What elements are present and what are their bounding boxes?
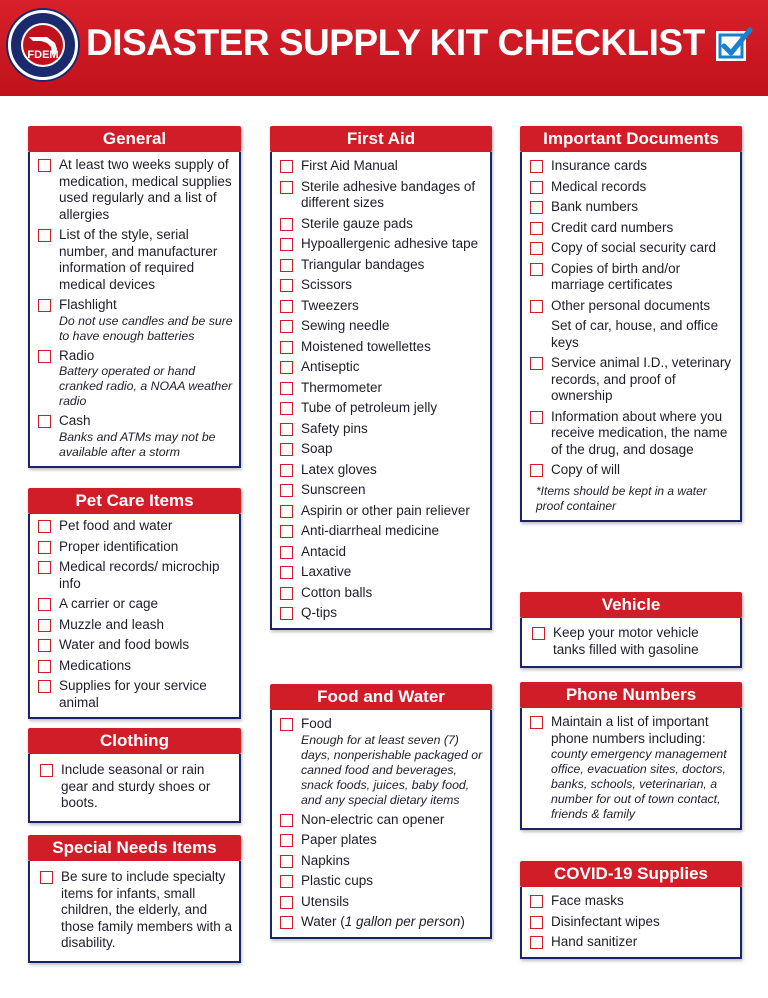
section-clothing bbox=[28, 728, 241, 823]
item-text: First Aid Manual bbox=[301, 158, 398, 173]
item-label bbox=[301, 585, 372, 602]
section-covid-supplies bbox=[520, 861, 742, 959]
item-label bbox=[551, 893, 624, 910]
item-label bbox=[551, 355, 734, 405]
item-label bbox=[301, 812, 444, 829]
section-food-water bbox=[270, 684, 492, 939]
seal-text: FDEM bbox=[27, 49, 59, 61]
checklist-item bbox=[280, 257, 484, 274]
item-text: Water ( bbox=[301, 914, 345, 929]
item-label bbox=[301, 894, 349, 911]
item-label bbox=[59, 539, 178, 556]
checklist-item bbox=[530, 409, 734, 459]
fdem-seal-logo bbox=[8, 10, 78, 80]
item-label bbox=[301, 158, 398, 175]
item-text: Safety pins bbox=[301, 420, 368, 436]
section-body bbox=[270, 710, 492, 939]
item-subtext: Banks and ATMs may not be available after a storm bbox=[59, 429, 216, 459]
checklist-item bbox=[38, 157, 233, 223]
checkbox[interactable] bbox=[280, 218, 293, 231]
item-text: Q-tips bbox=[301, 605, 338, 620]
checklist-item bbox=[530, 240, 734, 257]
item-text: Tweezers bbox=[301, 297, 359, 313]
checklist-item bbox=[38, 413, 233, 460]
checklist-item bbox=[280, 544, 484, 561]
checklist-item bbox=[280, 421, 484, 438]
section-body bbox=[28, 754, 241, 823]
item-label bbox=[301, 441, 333, 458]
checklist-item bbox=[280, 523, 484, 540]
item-text: Copies of birth and/or marriage certificates bbox=[551, 260, 681, 292]
item-text: Hypoallergenic adhesive tape bbox=[301, 236, 479, 251]
item-label bbox=[301, 564, 351, 581]
checkbox[interactable] bbox=[280, 464, 293, 477]
checkbox[interactable] bbox=[530, 895, 543, 908]
item-label bbox=[301, 873, 373, 890]
item-label bbox=[551, 261, 734, 294]
item-text: Anti-diarrheal medicine bbox=[301, 523, 440, 538]
item-label bbox=[301, 179, 484, 212]
checkbox[interactable] bbox=[38, 639, 51, 652]
section-heading: Phone Numbers bbox=[520, 682, 742, 708]
item-text: Pet food and water bbox=[59, 518, 173, 533]
checklist-item bbox=[38, 617, 233, 634]
checklist-item bbox=[530, 714, 734, 822]
checklist-item bbox=[280, 400, 484, 417]
section-body bbox=[520, 618, 742, 668]
section-phone-numbers bbox=[520, 682, 742, 830]
item-label bbox=[301, 257, 424, 274]
checkbox[interactable] bbox=[38, 159, 51, 172]
item-label bbox=[61, 762, 233, 812]
checkbox[interactable] bbox=[38, 660, 51, 673]
checkbox[interactable] bbox=[530, 357, 543, 370]
item-text: Information about where you receive medication, the name of the drug, and dosage bbox=[551, 408, 728, 457]
checklist-item bbox=[280, 503, 484, 520]
item-label bbox=[301, 298, 359, 315]
item-label bbox=[301, 277, 352, 294]
item-label bbox=[301, 236, 478, 253]
item-text: Flashlight bbox=[59, 297, 117, 312]
checklist-item bbox=[530, 355, 734, 405]
item-text: Medical records/ microchip info bbox=[59, 559, 220, 591]
checklist-item bbox=[530, 220, 734, 237]
item-text-tail: ) bbox=[460, 914, 465, 929]
checkbox-check-icon bbox=[714, 26, 754, 66]
checkbox[interactable] bbox=[530, 916, 543, 929]
checklist-item bbox=[280, 585, 484, 602]
checklist-item bbox=[38, 518, 233, 535]
section-heading: Special Needs Items bbox=[28, 835, 241, 861]
item-text: Antacid bbox=[301, 543, 347, 559]
item-label bbox=[301, 216, 413, 233]
item-text: Supplies for your service animal bbox=[59, 678, 207, 710]
checkbox[interactable] bbox=[280, 916, 293, 929]
checklist-item bbox=[38, 596, 233, 613]
checklist-item bbox=[38, 658, 233, 675]
checklist-item bbox=[280, 179, 484, 212]
checkbox[interactable] bbox=[280, 320, 293, 333]
item-label bbox=[301, 482, 366, 499]
item-text: Proper identification bbox=[59, 538, 179, 554]
checkbox[interactable] bbox=[530, 411, 543, 424]
item-label bbox=[301, 318, 390, 335]
item-label bbox=[301, 914, 465, 931]
checklist-item bbox=[280, 359, 484, 376]
checklist-item bbox=[40, 869, 233, 952]
checkbox[interactable] bbox=[280, 896, 293, 909]
checklist-item bbox=[280, 716, 484, 808]
checkbox[interactable] bbox=[530, 263, 543, 276]
section-heading: Pet Care Items bbox=[28, 488, 241, 514]
item-text: Cotton balls bbox=[301, 584, 373, 600]
item-text: Tube of petroleum jelly bbox=[301, 400, 438, 415]
item-text: Credit card numbers bbox=[551, 219, 674, 235]
item-text: Plastic cups bbox=[301, 873, 374, 888]
page-title: DISASTER SUPPLY KIT CHECKLIST bbox=[86, 22, 705, 63]
checkbox[interactable] bbox=[280, 160, 293, 173]
checklist-item bbox=[38, 678, 233, 711]
item-label bbox=[551, 914, 660, 931]
checklist-item bbox=[280, 564, 484, 581]
item-label bbox=[551, 158, 647, 175]
item-label bbox=[59, 559, 233, 592]
checkbox[interactable] bbox=[280, 341, 293, 354]
item-label bbox=[59, 678, 233, 711]
item-label bbox=[301, 400, 437, 417]
checkbox[interactable] bbox=[38, 229, 51, 242]
item-text: Cash bbox=[59, 413, 91, 428]
item-label bbox=[551, 462, 620, 479]
checkbox[interactable] bbox=[280, 607, 293, 620]
checkbox[interactable] bbox=[530, 300, 543, 313]
item-text: Face masks bbox=[551, 893, 624, 908]
item-label bbox=[59, 297, 233, 344]
section-body bbox=[520, 708, 742, 830]
checkbox[interactable] bbox=[280, 238, 293, 251]
item-label bbox=[59, 227, 233, 293]
checklist-item bbox=[280, 441, 484, 458]
checkbox[interactable] bbox=[38, 680, 51, 693]
checklist-item bbox=[280, 158, 484, 175]
checklist-item bbox=[38, 227, 233, 293]
checkbox[interactable] bbox=[38, 350, 51, 363]
item-label bbox=[59, 348, 233, 410]
section-body bbox=[520, 152, 742, 522]
checklist-item bbox=[280, 894, 484, 911]
item-text: Non-electric can opener bbox=[301, 811, 445, 827]
checkbox[interactable] bbox=[280, 484, 293, 497]
item-text: Be sure to include specialty items for infants, small children, the elderly, and those family members with a disability. bbox=[61, 869, 233, 950]
item-text: Soap bbox=[301, 441, 333, 456]
checkbox[interactable] bbox=[530, 222, 543, 235]
checklist-item bbox=[38, 559, 233, 592]
item-text: Maintain a list of important phone numbers including: bbox=[551, 714, 709, 746]
item-label bbox=[59, 157, 233, 223]
checkbox[interactable] bbox=[280, 259, 293, 272]
checkbox[interactable] bbox=[38, 299, 51, 312]
checkbox[interactable] bbox=[38, 541, 51, 554]
checkbox[interactable] bbox=[530, 464, 543, 477]
item-text: Sterile gauze pads bbox=[301, 215, 413, 231]
item-label bbox=[551, 179, 646, 196]
checklist-item bbox=[280, 853, 484, 870]
item-text: Latex gloves bbox=[301, 461, 377, 477]
item-label bbox=[301, 503, 470, 520]
checkbox[interactable] bbox=[532, 627, 545, 640]
checkbox[interactable] bbox=[280, 279, 293, 292]
checklist-item bbox=[38, 297, 233, 344]
item-label bbox=[551, 240, 716, 257]
item-text: Food bbox=[301, 716, 332, 731]
checklist-item bbox=[530, 893, 734, 910]
item-subtext: county emergency management office, evacuation sites, doctors, banks, schools, veterinarian, a number for out of town contact, friends & family bbox=[551, 747, 727, 821]
checkbox[interactable] bbox=[530, 242, 543, 255]
item-label bbox=[59, 617, 164, 634]
item-label bbox=[551, 298, 710, 315]
item-label bbox=[301, 716, 484, 808]
checklist-item bbox=[280, 605, 484, 622]
item-text: Utensils bbox=[301, 893, 350, 909]
checklist-item bbox=[530, 261, 734, 294]
section-heading: COVID-19 Supplies bbox=[520, 861, 742, 887]
section-first-aid bbox=[270, 126, 492, 630]
checkbox[interactable] bbox=[280, 505, 293, 518]
item-subtext: Battery operated or hand cranked radio, a NOAA weather radio bbox=[59, 364, 233, 408]
checklist-item bbox=[280, 318, 484, 335]
documents-note: *Items should be kept in a water proof container bbox=[536, 483, 707, 513]
checkbox[interactable] bbox=[280, 443, 293, 456]
item-label bbox=[551, 409, 734, 459]
checklist-item bbox=[530, 914, 734, 931]
item-text: Laxative bbox=[301, 564, 352, 579]
item-text: Insurance cards bbox=[551, 158, 648, 173]
item-text: Hand sanitizer bbox=[551, 934, 638, 949]
item-text: Scissors bbox=[301, 277, 353, 292]
checkbox[interactable] bbox=[280, 718, 293, 731]
item-label bbox=[301, 544, 346, 561]
checkbox[interactable] bbox=[280, 525, 293, 538]
item-label bbox=[551, 934, 637, 951]
section-heading: First Aid bbox=[270, 126, 492, 152]
item-label bbox=[301, 380, 382, 397]
checklist-item bbox=[530, 179, 734, 196]
item-text: A carrier or cage bbox=[59, 596, 159, 611]
section-pet-care bbox=[28, 488, 241, 719]
item-text: Moistened towellettes bbox=[301, 338, 431, 354]
item-label bbox=[301, 339, 431, 356]
item-text: At least two weeks supply of medication, medical supplies used regularly and a list of allergies bbox=[59, 157, 232, 222]
item-text: Triangular bandages bbox=[301, 256, 425, 272]
item-label bbox=[59, 518, 172, 535]
checklist-item bbox=[38, 348, 233, 410]
checkbox[interactable] bbox=[40, 871, 53, 884]
section-heading: Food and Water bbox=[270, 684, 492, 710]
item-text: Copy of social security card bbox=[551, 240, 717, 255]
checklist-item bbox=[38, 539, 233, 556]
item-label bbox=[59, 596, 158, 613]
checkbox[interactable] bbox=[280, 587, 293, 600]
checkbox[interactable] bbox=[40, 764, 53, 777]
checklist-item bbox=[280, 832, 484, 849]
checkbox[interactable] bbox=[280, 300, 293, 313]
checkbox[interactable] bbox=[38, 619, 51, 632]
section-body bbox=[520, 887, 742, 959]
item-subtext: Do not use candles and be sure to have enough batteries bbox=[59, 313, 233, 343]
section-special-needs bbox=[28, 835, 241, 963]
checklist-item bbox=[280, 216, 484, 233]
item-label bbox=[59, 658, 131, 675]
checklist-item bbox=[280, 812, 484, 829]
checklist-item bbox=[530, 298, 734, 315]
checklist-item bbox=[38, 637, 233, 654]
checkbox[interactable] bbox=[280, 181, 293, 194]
item-text: Other personal documents bbox=[551, 297, 711, 313]
item-text: Copy of will bbox=[551, 462, 621, 477]
item-text: Sewing needle bbox=[301, 318, 390, 333]
checklist-item bbox=[40, 762, 233, 812]
checkbox[interactable] bbox=[530, 716, 543, 729]
item-label bbox=[301, 359, 360, 376]
section-body bbox=[28, 514, 241, 719]
item-label bbox=[551, 220, 673, 237]
checkbox[interactable] bbox=[38, 598, 51, 611]
checklist-item bbox=[280, 236, 484, 253]
checkbox[interactable] bbox=[530, 181, 543, 194]
checkbox[interactable] bbox=[280, 361, 293, 374]
checkbox[interactable] bbox=[280, 402, 293, 415]
checkbox[interactable] bbox=[530, 201, 543, 214]
item-label bbox=[59, 413, 233, 460]
checklist-item bbox=[280, 380, 484, 397]
item-label bbox=[301, 462, 377, 479]
item-text: Water and food bowls bbox=[59, 637, 190, 652]
section-body bbox=[28, 861, 241, 963]
item-text: Medical records bbox=[551, 178, 647, 194]
checklist-item bbox=[530, 318, 734, 351]
checkbox[interactable] bbox=[280, 855, 293, 868]
item-label bbox=[551, 199, 638, 216]
item-label bbox=[61, 869, 233, 952]
item-text: List of the style, serial number, and manufacturer information of required medical devices bbox=[59, 227, 218, 292]
checkbox[interactable] bbox=[280, 546, 293, 559]
item-text: Radio bbox=[59, 347, 95, 363]
item-text: Aspirin or other pain reliever bbox=[301, 502, 470, 518]
checklist-item bbox=[280, 339, 484, 356]
checklist-item bbox=[532, 625, 734, 658]
checklist-item bbox=[280, 462, 484, 479]
item-text: Medications bbox=[59, 657, 132, 673]
section-important-documents bbox=[520, 126, 742, 522]
item-text: Napkins bbox=[301, 852, 350, 868]
section-heading: Important Documents bbox=[520, 126, 742, 152]
section-body bbox=[270, 152, 492, 630]
section-body bbox=[28, 152, 241, 468]
header-banner bbox=[0, 0, 768, 96]
item-text: Thermometer bbox=[301, 379, 383, 395]
item-label bbox=[59, 637, 189, 654]
checklist-item bbox=[530, 462, 734, 479]
checkbox[interactable] bbox=[530, 936, 543, 949]
item-text-italic: 1 gallon per person bbox=[344, 914, 461, 929]
item-text: Muzzle and leash bbox=[59, 616, 165, 632]
checkbox[interactable] bbox=[280, 423, 293, 436]
checkbox[interactable] bbox=[530, 160, 543, 173]
section-general bbox=[28, 126, 241, 468]
item-text: Sterile adhesive bandages of different sizes bbox=[301, 178, 476, 210]
checkbox[interactable] bbox=[38, 561, 51, 574]
item-subtext: Enough for at least seven (7) days, nonperishable packaged or canned food and beverages, snack foods, juices, baby food, and any special dietary items bbox=[301, 732, 483, 807]
checklist-item bbox=[280, 277, 484, 294]
checklist-item bbox=[280, 873, 484, 890]
item-text: Include seasonal or rain gear and sturdy shoes or boots. bbox=[61, 762, 211, 810]
item-label bbox=[551, 714, 734, 822]
checkbox[interactable] bbox=[280, 875, 293, 888]
item-text: Bank numbers bbox=[551, 199, 639, 214]
checklist-item bbox=[280, 298, 484, 315]
section-heading: Vehicle bbox=[520, 592, 742, 618]
item-label bbox=[553, 625, 734, 658]
checklist-item bbox=[530, 199, 734, 216]
item-text: Service animal I.D., veterinary records, and proof of ownership bbox=[551, 355, 732, 403]
section-heading: General bbox=[28, 126, 241, 152]
item-label bbox=[301, 523, 439, 540]
checkbox[interactable] bbox=[280, 814, 293, 827]
item-text: Paper plates bbox=[301, 832, 377, 847]
item-label bbox=[301, 605, 337, 622]
checkbox[interactable] bbox=[280, 382, 293, 395]
item-text: Set of car, house, and office keys bbox=[551, 318, 719, 350]
item-label bbox=[530, 318, 734, 351]
section-vehicle bbox=[520, 592, 742, 668]
checkbox[interactable] bbox=[280, 566, 293, 579]
checkbox[interactable] bbox=[280, 834, 293, 847]
item-label bbox=[301, 421, 368, 438]
item-text: Antiseptic bbox=[301, 359, 360, 374]
checklist-item bbox=[280, 914, 484, 931]
section-heading: Clothing bbox=[28, 728, 241, 754]
item-label bbox=[301, 853, 350, 870]
checklist-item bbox=[530, 158, 734, 175]
item-text: Sunscreen bbox=[301, 482, 366, 497]
checklist-item bbox=[280, 482, 484, 499]
item-label bbox=[301, 832, 377, 849]
item-text: Disinfectant wipes bbox=[551, 913, 660, 929]
item-text: Keep your motor vehicle tanks filled with gasoline bbox=[553, 625, 699, 657]
checkbox[interactable] bbox=[38, 520, 51, 533]
checkbox[interactable] bbox=[38, 415, 51, 428]
checklist-item bbox=[530, 934, 734, 951]
